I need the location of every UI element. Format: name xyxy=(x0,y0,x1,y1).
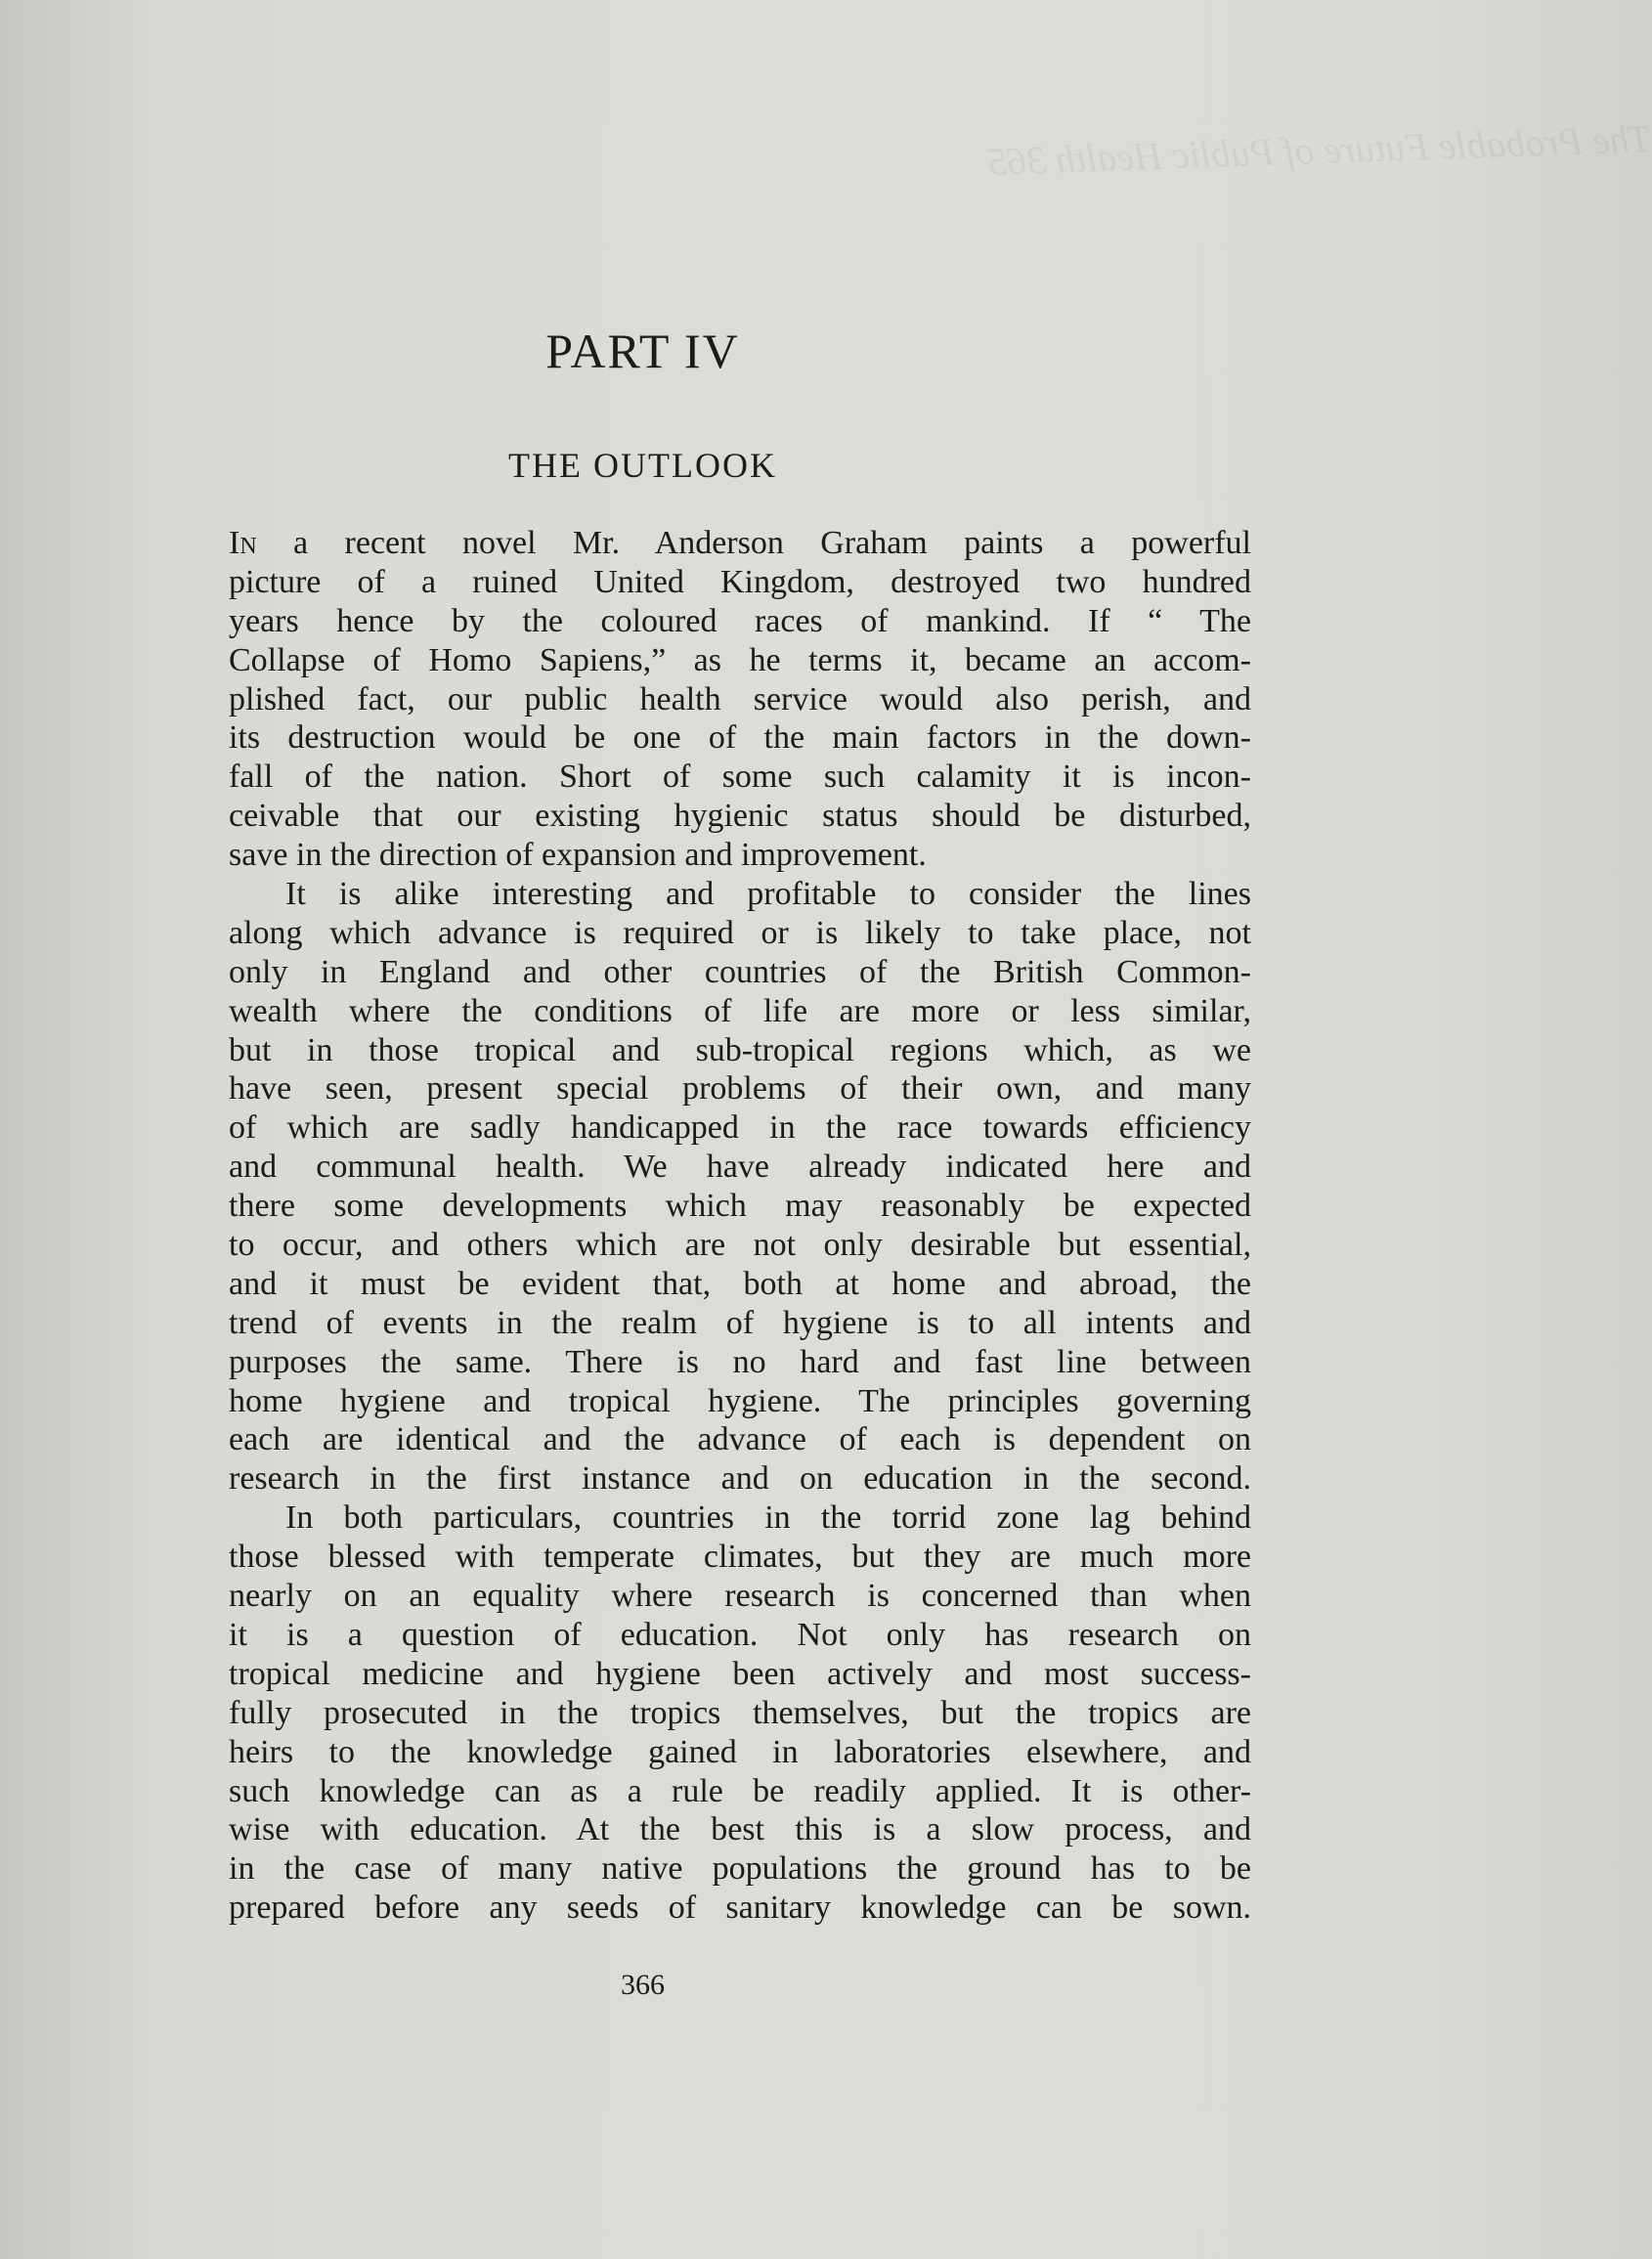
text-line: fully prosecuted in the tropics themselves, but the tropics are xyxy=(229,1694,1251,1731)
text-line: along which advance is required or is likely to take place, not xyxy=(229,914,1251,951)
text-line: those blessed with temperate climates, but they are much more xyxy=(229,1539,1251,1576)
text-line: of which are sadly handicapped in the race towards efficiency xyxy=(229,1109,1251,1147)
text-line: to occur, and others which are not only desirable but essential, xyxy=(229,1227,1251,1264)
text-line: prepared before any seeds of sanitary knowledge can be sown. xyxy=(229,1890,1251,1927)
text-line: years hence by the coloured races of mankind. If “ The xyxy=(229,602,1251,639)
part-title: PART IV xyxy=(545,324,740,378)
text-line: there some developments which may reasonably be expected xyxy=(229,1188,1251,1225)
text-line: in the case of many native populations the ground has to be xyxy=(229,1850,1251,1888)
text-line: plished fact, our public health service would also perish, and xyxy=(229,680,1251,717)
text-line: purposes the same. There is no hard and fast line between xyxy=(229,1343,1251,1380)
text-line: wise with education. At the best this is a slow process, and xyxy=(229,1811,1251,1848)
text-line: such knowledge can as a rule be readily applied. It is other- xyxy=(229,1772,1251,1809)
text-line: wealth where the conditions of life are more or less similar, xyxy=(229,992,1251,1029)
text-line: tropical medicine and hygiene been actively and most success- xyxy=(229,1655,1251,1692)
show-through-text: The Probable Future of Public Health 365 xyxy=(986,116,1652,184)
text-line: have seen, present special problems of their own, and many xyxy=(229,1070,1251,1108)
chapter-title: THE OUTLOOK xyxy=(508,446,777,485)
text-line: heirs to the knowledge gained in laboratories elsewhere, and xyxy=(229,1733,1251,1770)
text-line: save in the direction of expansion and improvement. xyxy=(229,837,927,874)
text-line: its destruction would be one of the main factors in the down- xyxy=(229,719,1251,757)
text-line: trend of events in the realm of hygiene is to all intents and xyxy=(229,1304,1251,1341)
text-line: research in the first instance and on education in the second. xyxy=(229,1460,1251,1498)
text-line: nearly on an equality where research is concerned than when xyxy=(229,1578,1251,1615)
text-line: home hygiene and tropical hygiene. The principles governing xyxy=(229,1382,1251,1419)
page-number: 366 xyxy=(621,1969,665,2001)
text-line: In both particulars, countries in the torrid zone lag behind xyxy=(285,1499,1251,1537)
text-line: but in those tropical and sub-tropical regions which, as we xyxy=(229,1031,1251,1068)
text-line: it is a question of education. Not only has research on xyxy=(229,1616,1251,1653)
text-line: only in England and other countries of the British Common- xyxy=(229,953,1251,990)
text-line: It is alike interesting and profitable to consider the lines xyxy=(285,876,1251,913)
text-line: each are identical and the advance of each is dependent on xyxy=(229,1421,1251,1458)
body-text xyxy=(229,524,1251,1928)
text-line: Collapse of Homo Sapiens,” as he terms it, became an accom- xyxy=(229,641,1251,678)
text-line: and it must be evident that, both at home and abroad, the xyxy=(229,1265,1251,1302)
text-line: ceivable that our existing hygienic status should be disturbed, xyxy=(229,798,1251,835)
text-line: In a recent novel Mr. Anderson Graham paints a powerful xyxy=(229,525,1251,561)
drop-cap-word: In xyxy=(229,525,257,561)
text-line: fall of the nation. Short of some such calamity it is incon- xyxy=(229,759,1251,796)
text-line: and communal health. We have already indicated here and xyxy=(229,1149,1251,1186)
text-line: picture of a ruined United Kingdom, destroyed two hundred xyxy=(229,563,1251,600)
